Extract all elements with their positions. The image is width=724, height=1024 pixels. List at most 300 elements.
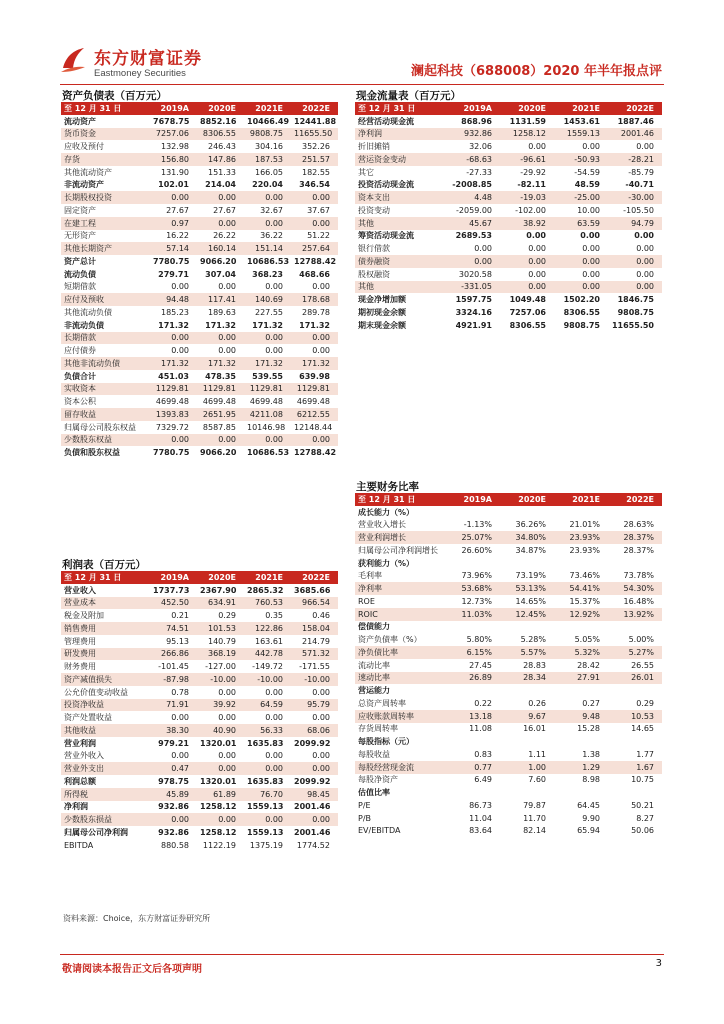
table-row <box>355 570 662 583</box>
table-row <box>61 813 338 826</box>
row-label: 负债和股东权益 <box>64 448 120 458</box>
cell-value: 102.01 <box>158 180 189 190</box>
cell-value: 185.23 <box>161 307 189 317</box>
cell-value: 54.41% <box>554 582 608 595</box>
cell-value: 71.91 <box>150 699 197 712</box>
table-row <box>355 115 662 128</box>
cell-value: 760.53 <box>244 597 291 610</box>
row-label: 在建工程 <box>61 217 150 230</box>
cell-value: 160.14 <box>197 242 244 255</box>
cell-value: 6212.55 <box>291 408 338 421</box>
row-label: 销售费用 <box>61 622 150 635</box>
cell-value: 979.21 <box>158 738 189 748</box>
rt-header-row <box>355 493 662 506</box>
table-row <box>61 584 338 597</box>
cell-value: 3324.16 <box>455 307 492 317</box>
cell-value: 5.00% <box>628 635 654 645</box>
table-row <box>355 710 662 723</box>
cell-value: 26.60% <box>461 545 492 555</box>
row-label: 非流动资产 <box>64 180 104 190</box>
cell-value: 0.00 <box>265 687 283 697</box>
row-label: 期末现金余额 <box>358 320 406 330</box>
cell-value: 1846.75 <box>617 295 654 305</box>
cell-value: 8.27 <box>636 813 654 823</box>
cell-value: 0.00 <box>582 244 600 254</box>
table-row <box>355 166 662 179</box>
table-row <box>355 140 662 153</box>
cell-value: 73.46% <box>569 571 600 581</box>
cell-value: 117.41 <box>197 293 244 306</box>
column-header: 至 12 月 31 日 <box>61 102 150 115</box>
row-label: 流动负债 <box>64 269 96 279</box>
cell-value: 10.00 <box>577 205 600 215</box>
row-label: 留存收益 <box>61 408 150 421</box>
row-label: 应付及预收 <box>61 293 150 306</box>
cell-value: 10686.53 <box>247 256 290 266</box>
cell-value: 21.01% <box>569 520 600 530</box>
table-row <box>61 179 338 192</box>
table-row <box>61 268 338 281</box>
table-row <box>61 635 338 648</box>
column-header: 2019A <box>150 571 197 584</box>
cell-value: 171.32 <box>158 320 189 330</box>
cell-value: 452.50 <box>150 597 197 610</box>
cell-value: 15.37% <box>569 596 600 606</box>
cell-value: 8306.55 <box>563 307 600 317</box>
cell-value: 0.00 <box>218 713 236 723</box>
cell-value: 151.33 <box>208 167 236 177</box>
cell-value: 932.86 <box>446 128 500 141</box>
table-row <box>61 446 338 459</box>
row-label: 流动资产 <box>64 116 96 126</box>
cell-value: 0.47 <box>150 762 197 775</box>
row-label: 归属母公司净利润增长 <box>358 545 438 555</box>
table-row <box>61 242 338 255</box>
cell-value: 0.97 <box>150 217 197 230</box>
cell-value: -2008.85 <box>452 180 492 190</box>
cell-value: 40.90 <box>197 724 244 737</box>
cell-value: 0.00 <box>150 434 197 447</box>
cell-value: 178.68 <box>291 293 338 306</box>
cell-value: 10466.49 <box>247 116 290 126</box>
row-label: 经营活动现金流 <box>358 116 414 126</box>
cell-value: 214.79 <box>302 636 330 646</box>
report-title: 澜起科技（688008）2020 年半年报点评 <box>411 64 662 79</box>
row-label: 实收资本 <box>61 383 150 396</box>
cell-value: 1635.83 <box>247 776 284 786</box>
cell-value: -149.72 <box>252 662 283 672</box>
cell-value: 0.00 <box>608 281 662 294</box>
cell-value: 1737.73 <box>153 585 190 595</box>
cell-value: 7257.06 <box>150 128 197 141</box>
cell-value: 634.91 <box>197 597 244 610</box>
column-header: 2019A <box>446 102 500 115</box>
cell-value: 8306.55 <box>197 128 244 141</box>
cell-value: 7780.75 <box>153 448 190 458</box>
cell-value: 4921.91 <box>455 320 492 330</box>
cell-value: 1559.13 <box>554 128 608 141</box>
cell-value: 9808.75 <box>244 128 291 141</box>
ratios-table <box>355 493 662 837</box>
cell-value: 4699.48 <box>202 397 236 407</box>
table-row <box>61 191 338 204</box>
cell-value: 10.75 <box>631 775 654 785</box>
cell-value: 880.58 <box>161 840 189 850</box>
row-label: 其它 <box>358 167 374 177</box>
row-label: ROIC <box>355 608 446 621</box>
cell-value: 53.13% <box>500 582 554 595</box>
cell-value: 32.67 <box>260 205 283 215</box>
table-row <box>61 332 338 345</box>
cell-value: 0.00 <box>244 762 291 775</box>
cell-value: 289.78 <box>302 307 330 317</box>
table-row <box>61 699 338 712</box>
cell-value: 3685.66 <box>294 585 331 595</box>
cell-value <box>446 557 500 570</box>
table-row <box>355 723 662 736</box>
row-label: 毛利率 <box>358 571 382 581</box>
cell-value: 0.22 <box>474 698 492 708</box>
cell-value: 163.61 <box>255 636 283 646</box>
cell-value: 0.00 <box>528 142 546 152</box>
cell-value: 5.05% <box>574 635 600 645</box>
cell-value: 5.57% <box>500 646 554 659</box>
cell-value: 0.29 <box>218 611 236 621</box>
cell-value: 14.65 <box>631 724 654 734</box>
cell-value: 39.92 <box>197 699 244 712</box>
cell-value: 5.32% <box>554 646 608 659</box>
column-header: 2021E <box>554 493 608 506</box>
cell-value: -1.13% <box>463 520 492 530</box>
cell-value: 98.45 <box>291 788 338 801</box>
cell-value: 10146.98 <box>247 422 286 432</box>
row-label: 投资净收益 <box>61 699 150 712</box>
cell-value: 0.00 <box>312 687 330 697</box>
cell-value: 0.00 <box>291 813 338 826</box>
row-label: EV/EBITDA <box>358 826 401 836</box>
cell-value: -2059.00 <box>456 205 492 215</box>
footer-divider <box>60 954 664 955</box>
cell-value: 73.96% <box>461 571 492 581</box>
cf-header-row <box>355 102 662 115</box>
table-row <box>355 544 662 557</box>
table-row <box>355 633 662 646</box>
cell-value: 0.00 <box>197 191 244 204</box>
row-label: 速动比率 <box>355 672 446 685</box>
row-label: 营运能力 <box>358 686 390 696</box>
table-row <box>61 686 338 699</box>
footer-disclaimer: 敬请阅读本报告正文后各项声明 <box>62 964 202 975</box>
row-label: 投资活动现金流 <box>358 180 414 190</box>
cell-value: 1320.01 <box>200 776 237 786</box>
cell-value: 966.54 <box>291 597 338 610</box>
cell-value: 82.14 <box>523 826 546 836</box>
cell-value: 0.00 <box>500 255 554 268</box>
table-row <box>61 421 338 434</box>
cell-value: 220.04 <box>252 180 283 190</box>
table-row <box>61 660 338 673</box>
cell-value: 1.38 <box>582 749 600 759</box>
cell-value: 12148.44 <box>294 422 333 432</box>
column-header: 2020E <box>197 102 244 115</box>
row-label: 营业收入 <box>64 585 96 595</box>
cell-value: 1129.81 <box>150 383 197 396</box>
cell-value: 38.92 <box>500 217 554 230</box>
cell-value <box>446 684 500 697</box>
cell-value: 1393.83 <box>150 408 197 421</box>
row-label: 资本支出 <box>355 191 446 204</box>
table-row <box>61 115 338 128</box>
cell-value: 53.68% <box>446 582 500 595</box>
table-row <box>355 204 662 217</box>
cell-value: 0.00 <box>291 434 338 447</box>
row-label: 营业利润增长 <box>355 531 446 544</box>
cell-value: 1320.01 <box>200 738 237 748</box>
row-label: 其他 <box>355 217 446 230</box>
row-label: 货币资金 <box>61 128 150 141</box>
cell-value: 0.00 <box>244 217 291 230</box>
cell-value: 0.29 <box>636 698 654 708</box>
cell-value: 0.00 <box>171 713 189 723</box>
cell-value: 0.77 <box>446 761 500 774</box>
cell-value: 16.48% <box>623 596 654 606</box>
cell-value: 11655.50 <box>291 128 338 141</box>
cell-value: 16.22 <box>166 231 189 241</box>
cell-value: 12.45% <box>500 608 554 621</box>
cell-value: 0.00 <box>291 762 338 775</box>
table-row <box>61 293 338 306</box>
table-row <box>61 648 338 661</box>
cell-value: 26.55 <box>631 660 654 670</box>
cell-value: 478.35 <box>205 371 236 381</box>
cell-value: 1122.19 <box>202 840 236 850</box>
row-label: ROE <box>358 596 375 606</box>
balance-sheet-title: 资产负债表（百万元） <box>62 90 167 102</box>
cell-value: 0.27 <box>582 698 600 708</box>
cell-value: 64.45 <box>577 800 600 810</box>
cell-value: 7257.06 <box>509 307 546 317</box>
cell-value: 9.67 <box>500 710 554 723</box>
cell-value: 5.80% <box>466 635 492 645</box>
cell-value: 0.00 <box>265 346 283 356</box>
cell-value <box>446 786 500 799</box>
column-header: 2019A <box>150 102 197 115</box>
row-label: P/E <box>358 800 371 810</box>
cell-value: 171.32 <box>150 357 197 370</box>
cell-value: 171.32 <box>205 320 236 330</box>
row-label: 短期借款 <box>64 282 96 292</box>
table-row <box>355 191 662 204</box>
cell-value: 1.00 <box>500 761 554 774</box>
cell-value: 189.63 <box>208 307 236 317</box>
cell-value: 0.00 <box>265 713 283 723</box>
cell-value: 251.57 <box>291 153 338 166</box>
cell-value: 6.49 <box>474 775 492 785</box>
cell-value: 1129.81 <box>197 383 244 396</box>
cell-value: -10.00 <box>197 673 244 686</box>
cell-value: 571.32 <box>291 648 338 661</box>
cell-value: 0.46 <box>312 611 330 621</box>
row-label: 财务费用 <box>64 662 96 672</box>
column-header: 2020E <box>500 493 554 506</box>
cell-value <box>500 684 554 697</box>
cell-value: -19.03 <box>500 191 554 204</box>
column-header: 2019A <box>446 493 500 506</box>
bs-header-row <box>61 102 338 115</box>
cell-value: 1.29 <box>554 761 608 774</box>
table-row <box>61 319 338 332</box>
cell-value: 15.28 <box>577 724 600 734</box>
column-header: 至 12 月 31 日 <box>61 571 150 584</box>
cell-value: 61.89 <box>197 788 244 801</box>
table-row <box>355 242 662 255</box>
cell-value: -10.00 <box>291 673 338 686</box>
cell-value: 23.93% <box>554 531 608 544</box>
cell-value: 187.53 <box>244 153 291 166</box>
cell-value: -102.00 <box>515 205 546 215</box>
cell-value: 0.83 <box>474 749 492 759</box>
cell-value: 0.00 <box>244 332 291 345</box>
row-label: 管理费用 <box>64 636 96 646</box>
cell-value <box>554 506 608 519</box>
cell-value: 279.71 <box>158 269 189 279</box>
cell-value: 0.78 <box>171 687 189 697</box>
cell-value: 0.35 <box>265 611 283 621</box>
cell-value: 50.21 <box>631 800 654 810</box>
cell-value: 57.14 <box>150 242 197 255</box>
cell-value: 0.00 <box>197 217 244 230</box>
cell-value <box>446 735 500 748</box>
cell-value <box>608 684 662 697</box>
table-row <box>355 230 662 243</box>
table-row <box>61 166 338 179</box>
cell-value: 36.22 <box>260 231 283 241</box>
table-row <box>355 621 662 634</box>
page-header <box>0 0 724 86</box>
cell-value: -127.00 <box>205 662 236 672</box>
cell-value: 28.37% <box>608 531 662 544</box>
table-row <box>61 230 338 243</box>
cell-value <box>554 786 608 799</box>
table-row <box>355 748 662 761</box>
cell-value: 932.86 <box>158 827 189 837</box>
cell-value: 8306.55 <box>509 320 546 330</box>
table-row <box>355 825 662 838</box>
cell-value: 4211.08 <box>244 408 291 421</box>
cell-value: -29.92 <box>520 167 546 177</box>
table-row <box>355 319 662 332</box>
row-label: 每股收益 <box>358 749 390 759</box>
cell-value: 76.70 <box>244 788 291 801</box>
table-row <box>61 775 338 788</box>
column-header: 2021E <box>554 102 608 115</box>
row-label: 营运资金变动 <box>355 153 446 166</box>
row-label: 少数股东损益 <box>61 813 150 826</box>
cell-value: 0.00 <box>312 713 330 723</box>
cell-value: 1131.59 <box>509 116 546 126</box>
row-label: EBITDA <box>64 840 94 850</box>
row-label: 归属母公司净利润 <box>64 827 128 837</box>
cell-value: 45.89 <box>150 788 197 801</box>
table-row <box>355 293 662 306</box>
cell-value: 11.70 <box>523 813 546 823</box>
eastmoney-logo-icon <box>60 46 86 74</box>
row-label: 非流动负债 <box>64 320 104 330</box>
cell-value: 0.00 <box>291 191 338 204</box>
cell-value: 0.00 <box>608 255 662 268</box>
cell-value: 14.65% <box>515 596 546 606</box>
row-label: 成长能力（%） <box>358 507 415 517</box>
cell-value: 0.00 <box>265 282 283 292</box>
cell-value: 27.67 <box>213 205 236 215</box>
cell-value: 171.32 <box>197 357 244 370</box>
cell-value: 0.00 <box>554 281 608 294</box>
row-label: 营业成本 <box>61 597 150 610</box>
cell-value: 346.54 <box>299 180 330 190</box>
cell-value: 74.51 <box>150 622 197 635</box>
cell-value: -40.71 <box>625 180 654 190</box>
cell-value: 94.79 <box>608 217 662 230</box>
row-label: 其他长期资产 <box>61 242 150 255</box>
cell-value: 4.48 <box>446 191 500 204</box>
cell-value: 26.89 <box>446 672 500 685</box>
table-row <box>355 506 662 519</box>
cell-value <box>446 621 500 634</box>
cell-value: 0.00 <box>265 751 283 761</box>
cell-value: 1559.13 <box>247 802 284 812</box>
cell-value: 0.00 <box>244 434 291 447</box>
cell-value <box>554 621 608 634</box>
cell-value: 122.86 <box>244 622 291 635</box>
table-row <box>61 622 338 635</box>
cell-value: 0.00 <box>636 269 654 279</box>
cell-value: 171.32 <box>291 357 338 370</box>
cell-value: 2651.95 <box>197 408 244 421</box>
column-header: 2022E <box>291 571 338 584</box>
cell-value: 68.06 <box>291 724 338 737</box>
cell-value: 28.37% <box>623 545 654 555</box>
cell-value: -331.05 <box>446 281 500 294</box>
table-row <box>61 383 338 396</box>
table-row <box>355 697 662 710</box>
cell-value: 32.06 <box>469 142 492 152</box>
row-label: 净利润 <box>64 802 88 812</box>
table-row <box>355 281 662 294</box>
table-row <box>61 724 338 737</box>
cell-value <box>500 786 554 799</box>
cell-value <box>608 557 662 570</box>
table-row <box>355 519 662 532</box>
cell-value: 0.00 <box>291 217 338 230</box>
cell-value: 0.00 <box>150 813 197 826</box>
cell-value <box>446 506 500 519</box>
page-number: 3 <box>655 958 662 969</box>
cell-value <box>554 557 608 570</box>
row-label: 长期股权投资 <box>61 191 150 204</box>
cell-value: 4699.48 <box>296 397 330 407</box>
cell-value: 0.00 <box>500 281 554 294</box>
cell-value: 3020.58 <box>458 269 492 279</box>
row-label: 应收及预付 <box>64 142 104 152</box>
cell-value: 23.93% <box>569 545 600 555</box>
cell-value: 227.55 <box>255 307 283 317</box>
cash-flow-title: 现金流量表（百万元） <box>356 90 461 102</box>
cell-value: -171.55 <box>299 662 330 672</box>
cell-value: 140.69 <box>244 293 291 306</box>
row-label: 固定资产 <box>64 205 96 215</box>
column-header: 2022E <box>291 102 338 115</box>
cell-value: 9808.75 <box>617 307 654 317</box>
